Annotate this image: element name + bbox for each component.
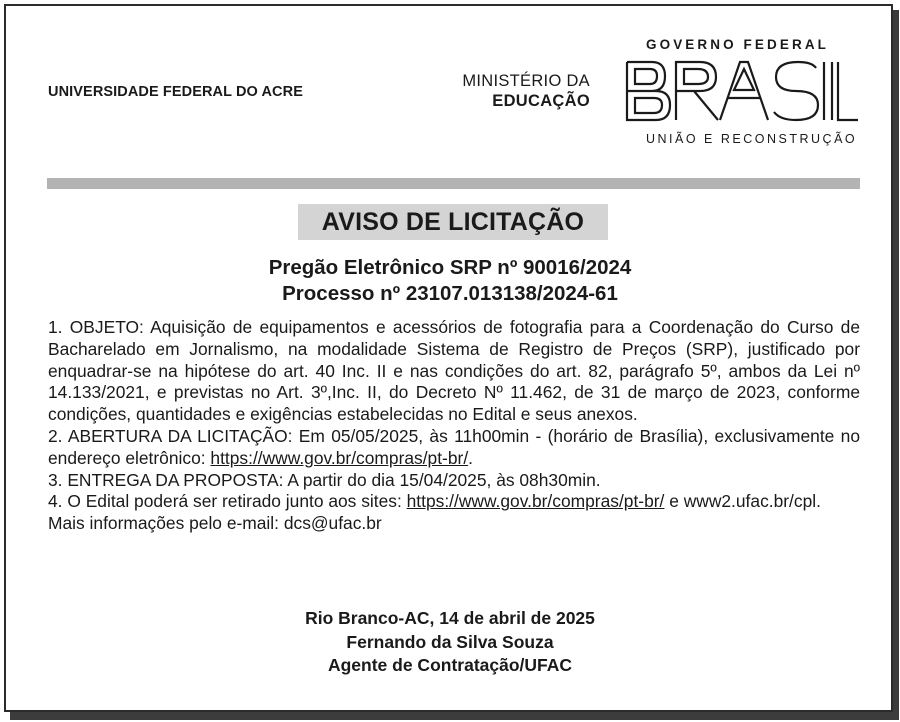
ministry-line1: MINISTÉRIO DA	[462, 72, 590, 90]
gov-title: GOVERNO FEDERAL	[646, 37, 830, 52]
abertura-end: .	[468, 447, 473, 468]
place-date: Rio Branco-AC, 14 de abril de 2025	[305, 608, 595, 628]
brasil-logo	[624, 60, 860, 122]
item-edital	[48, 491, 860, 513]
university-name: UNIVERSIDADE FEDERAL DO ACRE	[48, 84, 303, 100]
pregao-number: Pregão Eletrônico SRP nº 90016/2024	[268, 256, 632, 279]
title-box	[298, 204, 608, 240]
item-objeto: 1. OBJETO: Aquisição de equipamentos e acessórios de fotografia para a Coordenação do Curso de Bacharelado em Jornalismo, na modalidade Sistema de Registro de Preços (SRP), justificado por enquadrar-se na hipótese do art. 40 Inc. II e nas condições do art. 82, parágrafo 5º, ambos da Lei nº 14.133/2021, e previstas no Art. 3º,Inc. II, do Decreto Nº 11.462, de 31 de março de 2023, conforme condições, quantidades e exigências estabelecidas no Edital e seus anexos.	[48, 317, 860, 425]
item-entrega: 3. ENTREGA DA PROPOSTA: A partir do dia 15/04/2025, às 08h30min.	[48, 469, 601, 490]
item-abertura	[48, 426, 860, 470]
edital-end: e www2.ufac.br/cpl.	[664, 491, 821, 512]
notice-title: AVISO DE LICITAÇÃO	[321, 208, 585, 236]
abertura-text: 2. ABERTURA DA LICITAÇÃO: Em 05/05/2025, às 11h00min - (horário de Brasília), exclusivamente no endereço eletrônico:	[48, 425, 860, 468]
notice-body	[48, 317, 860, 535]
processo-number: Processo nº 23107.013138/2024-61	[282, 282, 618, 305]
gov-slogan: UNIÃO E RECONSTRUÇÃO	[646, 132, 858, 146]
signer-name: Fernando da Silva Souza	[346, 632, 554, 652]
abertura-link[interactable]: https://www.gov.br/compras/pt-br/	[210, 447, 469, 468]
header-divider	[47, 178, 860, 189]
ministry-line2: EDUCAÇÃO	[492, 92, 590, 110]
frame-shadow-bottom	[10, 712, 899, 720]
signer-role: Agente de Contratação/UFAC	[327, 655, 573, 675]
item-info: Mais informações pelo e-mail: dcs@ufac.br	[48, 513, 382, 534]
edital-text: 4. O Edital poderá ser retirado junto aos sites:	[48, 491, 407, 512]
edital-link[interactable]: https://www.gov.br/compras/pt-br/	[406, 491, 665, 512]
ministry-logo	[452, 71, 590, 111]
